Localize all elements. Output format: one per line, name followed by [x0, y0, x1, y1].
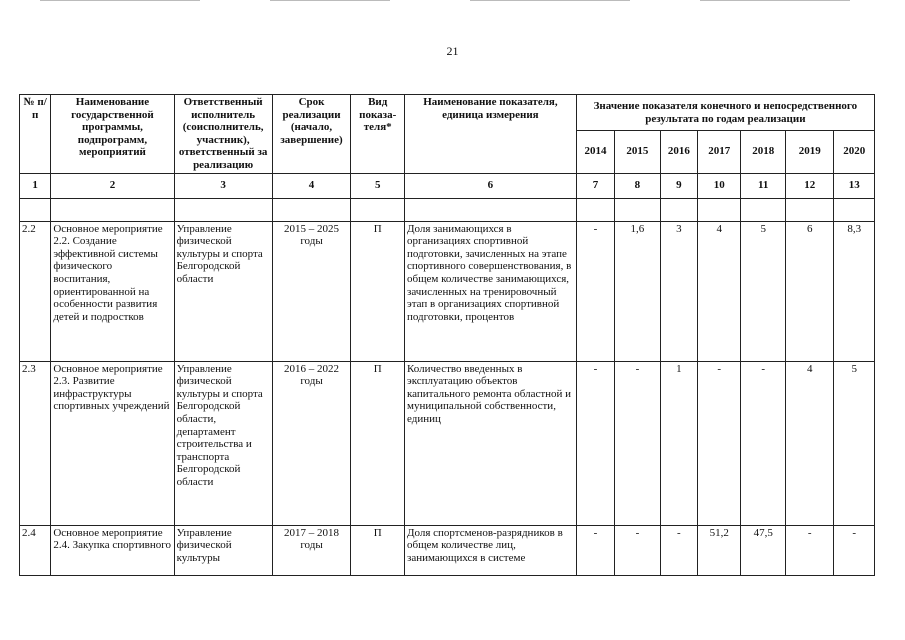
row-name: Основное мероприятие 2.3. Развитие инфраструктуры спортивных учреждений — [51, 361, 174, 525]
row-value: 4 — [785, 361, 834, 525]
row-value: 6 — [785, 221, 834, 361]
column-number-row — [20, 173, 875, 198]
column-number: 13 — [834, 173, 875, 198]
row-responsible: Управление физической культуры и спорта Белгородской области — [174, 221, 272, 361]
row-responsible: Управление физической культуры — [174, 525, 272, 575]
header-year: 2014 — [576, 131, 614, 174]
row-value: 5 — [741, 221, 785, 361]
row-value: - — [785, 525, 834, 575]
row-value: - — [834, 525, 875, 575]
column-number: 9 — [660, 173, 697, 198]
header-year: 2015 — [615, 131, 660, 174]
row-value: 4 — [698, 221, 741, 361]
table-row — [20, 361, 875, 525]
row-value: - — [741, 361, 785, 525]
indicators-table — [19, 94, 875, 576]
table-row — [20, 221, 875, 361]
row-value: - — [576, 361, 614, 525]
row-num: 2.2 — [20, 221, 51, 361]
row-name: Основное мероприятие 2.4. Закупка спортивного — [51, 525, 174, 575]
header-year: 2018 — [741, 131, 785, 174]
row-type: П — [351, 525, 405, 575]
column-number: 8 — [615, 173, 660, 198]
column-number: 6 — [404, 173, 576, 198]
header-type: Вид показа-теля* — [351, 95, 405, 174]
row-value: 47,5 — [741, 525, 785, 575]
header-name: Наименование государственной программы, подпрограмм, мероприятий — [51, 95, 174, 174]
row-value: 1,6 — [615, 221, 660, 361]
header-indicator: Наименование показателя, единица измерения — [404, 95, 576, 174]
row-name: Основное мероприятие 2.2. Создание эффективной системы физического воспитания, ориентированной на особенности развития детей и подростков — [51, 221, 174, 361]
header-term: Срок реализации (начало, завершение) — [272, 95, 351, 174]
row-value: - — [660, 525, 697, 575]
row-value: - — [576, 221, 614, 361]
row-type: П — [351, 361, 405, 525]
row-term: 2016 – 2022 годы — [272, 361, 351, 525]
row-term: 2015 – 2025 годы — [272, 221, 351, 361]
scan-top-edge — [0, 0, 905, 2]
column-number: 1 — [20, 173, 51, 198]
page-number: 21 — [446, 44, 459, 58]
header-year: 2017 — [698, 131, 741, 174]
header-year: 2016 — [660, 131, 697, 174]
column-number: 11 — [741, 173, 785, 198]
row-value: 8,3 — [834, 221, 875, 361]
column-number: 2 — [51, 173, 174, 198]
column-number: 5 — [351, 173, 405, 198]
row-value: 3 — [660, 221, 697, 361]
row-value: - — [576, 525, 614, 575]
column-number: 4 — [272, 173, 351, 198]
row-value: 51,2 — [698, 525, 741, 575]
column-number: 7 — [576, 173, 614, 198]
column-number: 10 — [698, 173, 741, 198]
header-year: 2020 — [834, 131, 875, 174]
row-indicator: Количество введенных в эксплуатацию объектов капитального ремонта областной и муниципальной собственности, единиц — [404, 361, 576, 525]
row-type: П — [351, 221, 405, 361]
row-indicator: Доля занимающихся в организациях спортивной подготовки, зачисленных на этапе спортивного совершенствования, в общем количестве занимающихся, зачисленных на тренировочный этап в организациях спортивной подготовки, процентов — [404, 221, 576, 361]
row-value: 1 — [660, 361, 697, 525]
row-value: - — [615, 525, 660, 575]
header-year: 2019 — [785, 131, 834, 174]
column-number: 3 — [174, 173, 272, 198]
row-value: - — [698, 361, 741, 525]
header-values-group: Значение показателя конечного и непосредственного результата по годам реализации — [576, 95, 874, 131]
row-term: 2017 – 2018 годы — [272, 525, 351, 575]
header-responsible: Ответственный исполнитель (соисполнитель, участник), ответственный за реализацию — [174, 95, 272, 174]
row-indicator: Доля спортсменов-разрядников в общем количестве лиц, занимающихся в системе — [404, 525, 576, 575]
row-value: 5 — [834, 361, 875, 525]
row-num: 2.4 — [20, 525, 51, 575]
row-responsible: Управление физической культуры и спорта Белгородской области, департамент строительства и транспорта Белгородской области — [174, 361, 272, 525]
header-num: № п/п — [20, 95, 51, 174]
column-number: 12 — [785, 173, 834, 198]
spacer-row — [20, 198, 875, 221]
row-value: - — [615, 361, 660, 525]
table-row — [20, 525, 875, 575]
row-num: 2.3 — [20, 361, 51, 525]
